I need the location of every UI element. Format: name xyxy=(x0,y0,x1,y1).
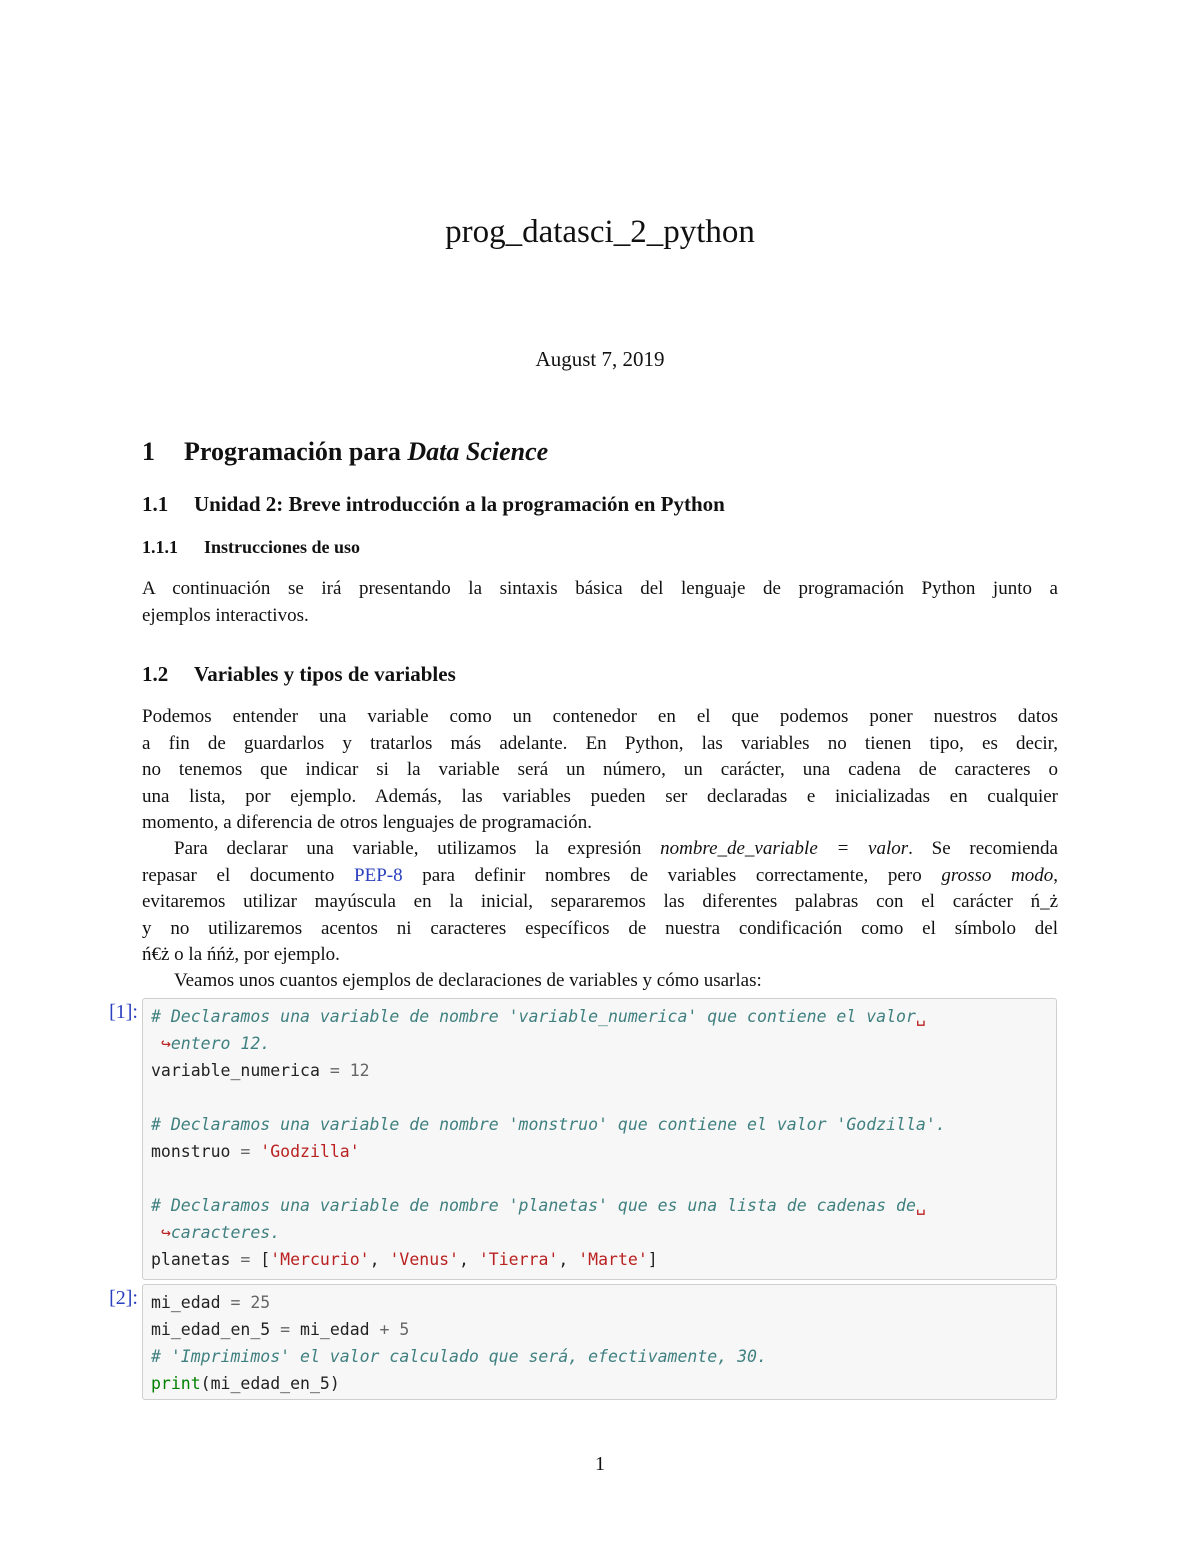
code-string: 'Marte' xyxy=(578,1250,648,1269)
code-identifier: mi_edad xyxy=(300,1320,370,1339)
section-title: Programación para xyxy=(184,437,401,466)
variables-paragraph-3 xyxy=(142,968,1058,995)
code-comment: # 'Imprimimos' el valor calculado que será, efectivamente, 30. xyxy=(151,1347,767,1366)
section-1-1-1-heading xyxy=(142,537,360,558)
code-operator: = xyxy=(240,1142,251,1161)
document-date: August 7, 2019 xyxy=(535,347,665,371)
text-run: . Se recomienda xyxy=(908,838,1058,859)
code-comment: # Declaramos una variable de nombre 'monstruo' que contiene el valor 'Godzilla'. xyxy=(151,1115,946,1134)
paragraph-line: no tenemos que indicar si la variable será un número, un carácter, una cadena de caracteres o xyxy=(142,759,1058,780)
section-number: 1 xyxy=(142,437,155,466)
text-run-italic: nombre_de_variable = valor xyxy=(660,838,909,859)
text-run: repasar el documento xyxy=(142,864,355,886)
code-operator: = xyxy=(329,1061,340,1080)
code-comment: caracteres. xyxy=(170,1223,281,1242)
document-title: prog_datasci_2_python xyxy=(445,214,755,250)
paragraph-line: evitaremos utilizar mayúscula en la inicial, separaremos las diferentes palabras con el carácter ń_ż xyxy=(142,891,1058,912)
code-identifier: variable_numerica xyxy=(151,1061,320,1080)
code-number: 12 xyxy=(349,1061,370,1080)
pep8-link[interactable]: PEP-8 xyxy=(354,864,403,886)
section-number: 1.2 xyxy=(142,662,169,686)
section-title: Unidad 2: Breve introducción a la programación en Python xyxy=(194,492,725,516)
section-number: 1.1 xyxy=(142,492,169,516)
code-identifier: monstruo xyxy=(151,1142,231,1161)
section-title: Instrucciones de uso xyxy=(204,537,361,557)
paragraph-line xyxy=(142,968,1058,995)
cell-2-prompt: [2]: xyxy=(109,1287,138,1309)
paragraph-line xyxy=(142,863,1058,890)
code-identifier: mi_edad xyxy=(151,1293,221,1312)
paragraph-line: momento, a diferencia de otros lenguajes de programación. xyxy=(142,812,593,833)
wrap-start-icon: ↪ xyxy=(160,1223,171,1242)
wrap-start-icon: ↪ xyxy=(160,1034,171,1053)
paragraph-line: una lista, por ejemplo. Además, las variables pueden ser declaradas e inicializadas en cualquier xyxy=(142,785,1058,807)
variables-paragraph-2 xyxy=(142,836,1058,969)
code-string: 'Godzilla' xyxy=(260,1142,360,1161)
section-1-1-heading xyxy=(142,492,725,517)
section-title: Variables y tipos de variables xyxy=(194,662,456,686)
wrap-end-icon: ␣ xyxy=(915,1196,926,1215)
code-string: 'Venus' xyxy=(389,1250,459,1269)
paragraph-line: y no utilizaremos acentos ni caracteres específicos de nuestra condificación como el símbolo del xyxy=(142,917,1058,939)
cell-1-prompt: [1]: xyxy=(109,1001,138,1023)
code-operator: + xyxy=(379,1320,390,1339)
text-run-italic: grosso modo xyxy=(941,864,1054,886)
page-number: 1 xyxy=(595,1453,605,1475)
paragraph-line: a fin de guardarlos y tratarlos más adelante. En Python, las variables no tienen tipo, es decir, xyxy=(142,732,1058,754)
paragraph-line: ejemplos interactivos. xyxy=(142,604,309,626)
code-comment: # Declaramos una variable de nombre 'variable_numerica' que contiene el valor xyxy=(151,1007,916,1026)
code-comment: # Declaramos una variable de nombre 'planetas' que es una lista de cadenas de xyxy=(151,1196,916,1215)
text-run: Para declarar una variable, utilizamos la expresión xyxy=(174,838,661,859)
section-1-heading xyxy=(142,437,548,467)
section-number: 1.1.1 xyxy=(142,537,178,557)
code-identifier: mi_edad_en_5 xyxy=(151,1320,271,1339)
code-identifier: planetas xyxy=(151,1250,231,1269)
wrap-end-icon: ␣ xyxy=(915,1007,926,1026)
code-cell-1[interactable]: # Declaramos una variable de nombre 'variable_numerica' que contiene el valor␣ ↪entero 12. variable_numerica = 12 # Declaramos una variable de nombre 'monstruo' que contiene el valor 'Godzilla'. monstruo = 'Godzilla' # Declaramos una variable de nombre 'planetas' que es una lista de cadenas de␣ ↪caracteres. planetas = ['Mercurio', 'Venus', 'Tierra', 'Marte'] xyxy=(142,998,1057,1280)
paragraph-line: A continuación se irá presentando la sintaxis básica del lenguaje de programación Python junto a xyxy=(142,578,1058,599)
code-operator: = xyxy=(230,1293,241,1312)
code-cell-2[interactable]: mi_edad = 25 mi_edad_en_5 = mi_edad + 5 # 'Imprimimos' el valor calculado que será, efectivamente, 30. print(mi_edad_en_5) xyxy=(142,1284,1057,1400)
section-title-italic: Data Science xyxy=(407,437,549,466)
variables-paragraph-1 xyxy=(142,704,1058,837)
paragraph-line: Podemos entender una variable como un contenedor en el que podemos poner nuestros datos xyxy=(142,706,1058,727)
code-operator: = xyxy=(240,1250,251,1269)
text-run: para definir nombres de variables correctamente, pero xyxy=(402,864,942,886)
text-run: , xyxy=(1053,864,1058,886)
paragraph-line: ń€ż o la ńńż, por ejemplo. xyxy=(142,944,340,965)
section-1-2-heading xyxy=(142,662,456,687)
intro-paragraph xyxy=(142,576,1058,629)
code-comment: entero 12. xyxy=(170,1034,271,1053)
code-string: 'Tierra' xyxy=(478,1250,559,1269)
code-builtin: print xyxy=(151,1374,201,1393)
code-operator: = xyxy=(280,1320,291,1339)
code-identifier: mi_edad_en_5 xyxy=(210,1374,330,1393)
paragraph-line xyxy=(142,836,1058,863)
text-run: Veamos unos cuantos ejemplos de declaraciones de variables y cómo usarlas: xyxy=(174,970,762,991)
code-string: 'Mercurio' xyxy=(270,1250,370,1269)
code-number: 25 xyxy=(250,1293,271,1312)
code-number: 5 xyxy=(399,1320,410,1339)
